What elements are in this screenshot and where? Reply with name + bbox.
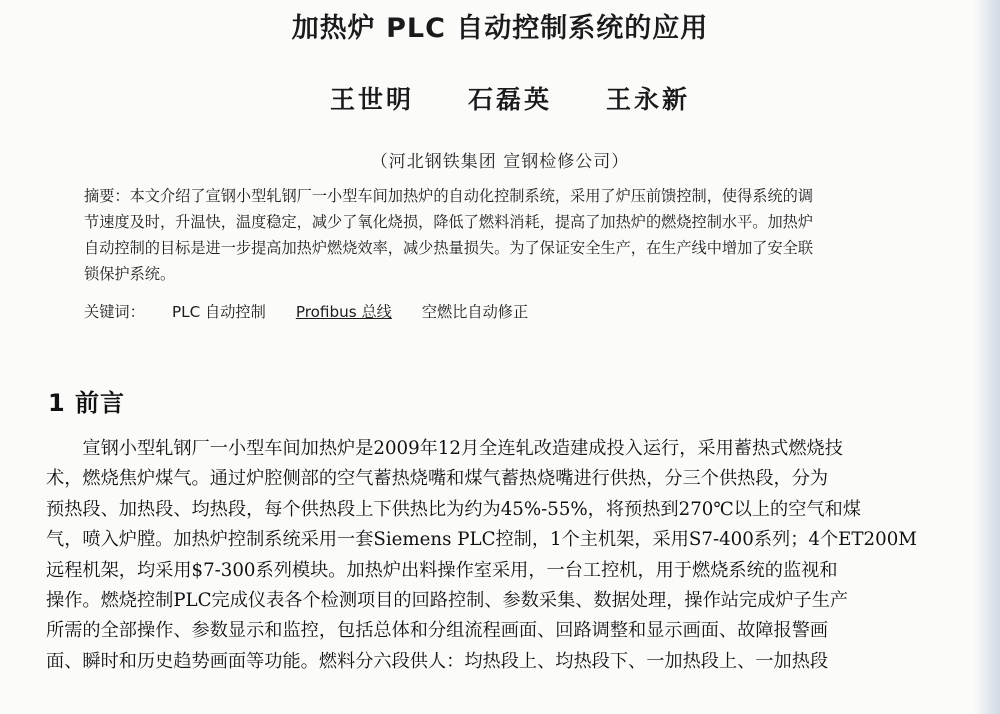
paper-title: 加热炉 PLC 自动控制系统的应用 [291,13,709,44]
keyword: 空燃比自动修正 [421,303,529,321]
keyword: PLC 自动控制 [172,303,266,321]
section-heading: 1 前言 [48,389,126,417]
keywords [84,301,964,322]
author-name: 石磊英 [467,85,552,114]
author-name: 王永新 [605,85,690,114]
affiliation: （河北钢铁集团 宣钢检修公司） [370,152,630,172]
author-list [330,80,690,116]
keyword: Profibus 总线 [295,303,392,321]
author-name: 王世明 [330,85,415,114]
section-body: 宣钢小型轧钢厂一小型车间加热炉是2009年12月全连轧改造建成投入运行，采用蓄热式燃烧技 术，燃烧焦炉煤气。通过炉腔侧部的空气蓄热烧嘴和煤气蓄热烧嘴进行供热，分三个供热段，分为 预热段、加热段、均热段，每个供热段上下供热比为约为45%-55%，将预热到270℃以上的空气和煤 气，喷入炉膛。加热炉控制系统采用一套Siemens PLC控制，1个主机架，采用S7-400系列；4个ET200M 远程机架，均采用$7-300系列模块。加热炉出料操作室采用，一台工控机，用于燃烧系统的监视和 操作。燃烧控制PLC完成仪表各个检测项目的回路控制、参数采集、数据处理，操作站完成炉子生产 所需的全部操作、参数显示和监控，包括总体和分组流程画面、回路调整和显示画面、故障报警画 面、瞬时和历史趋势画面等功能。燃料分六段供人：均热段上、均热段下、一加热段上、一加热段 [46,438,917,672]
abstract: 摘要：本文介绍了宣钢小型轧钢厂一小型车间加热炉的自动化控制系统，采用了炉压前馈控制，使得系统的调 节速度及时，升温快，温度稳定，减少了氧化烧损，降低了燃料消耗，提高了加热炉的燃烧控制水平。加热炉 自动控制的目标是进一步提高加热炉燃烧效率，减少热量损失。为了保证安全生产，在生产线中增加了安全联 锁保护系统。 [84,187,813,283]
keywords-label: 关键词： [84,303,145,321]
scan-edge-shadow [974,0,1000,714]
